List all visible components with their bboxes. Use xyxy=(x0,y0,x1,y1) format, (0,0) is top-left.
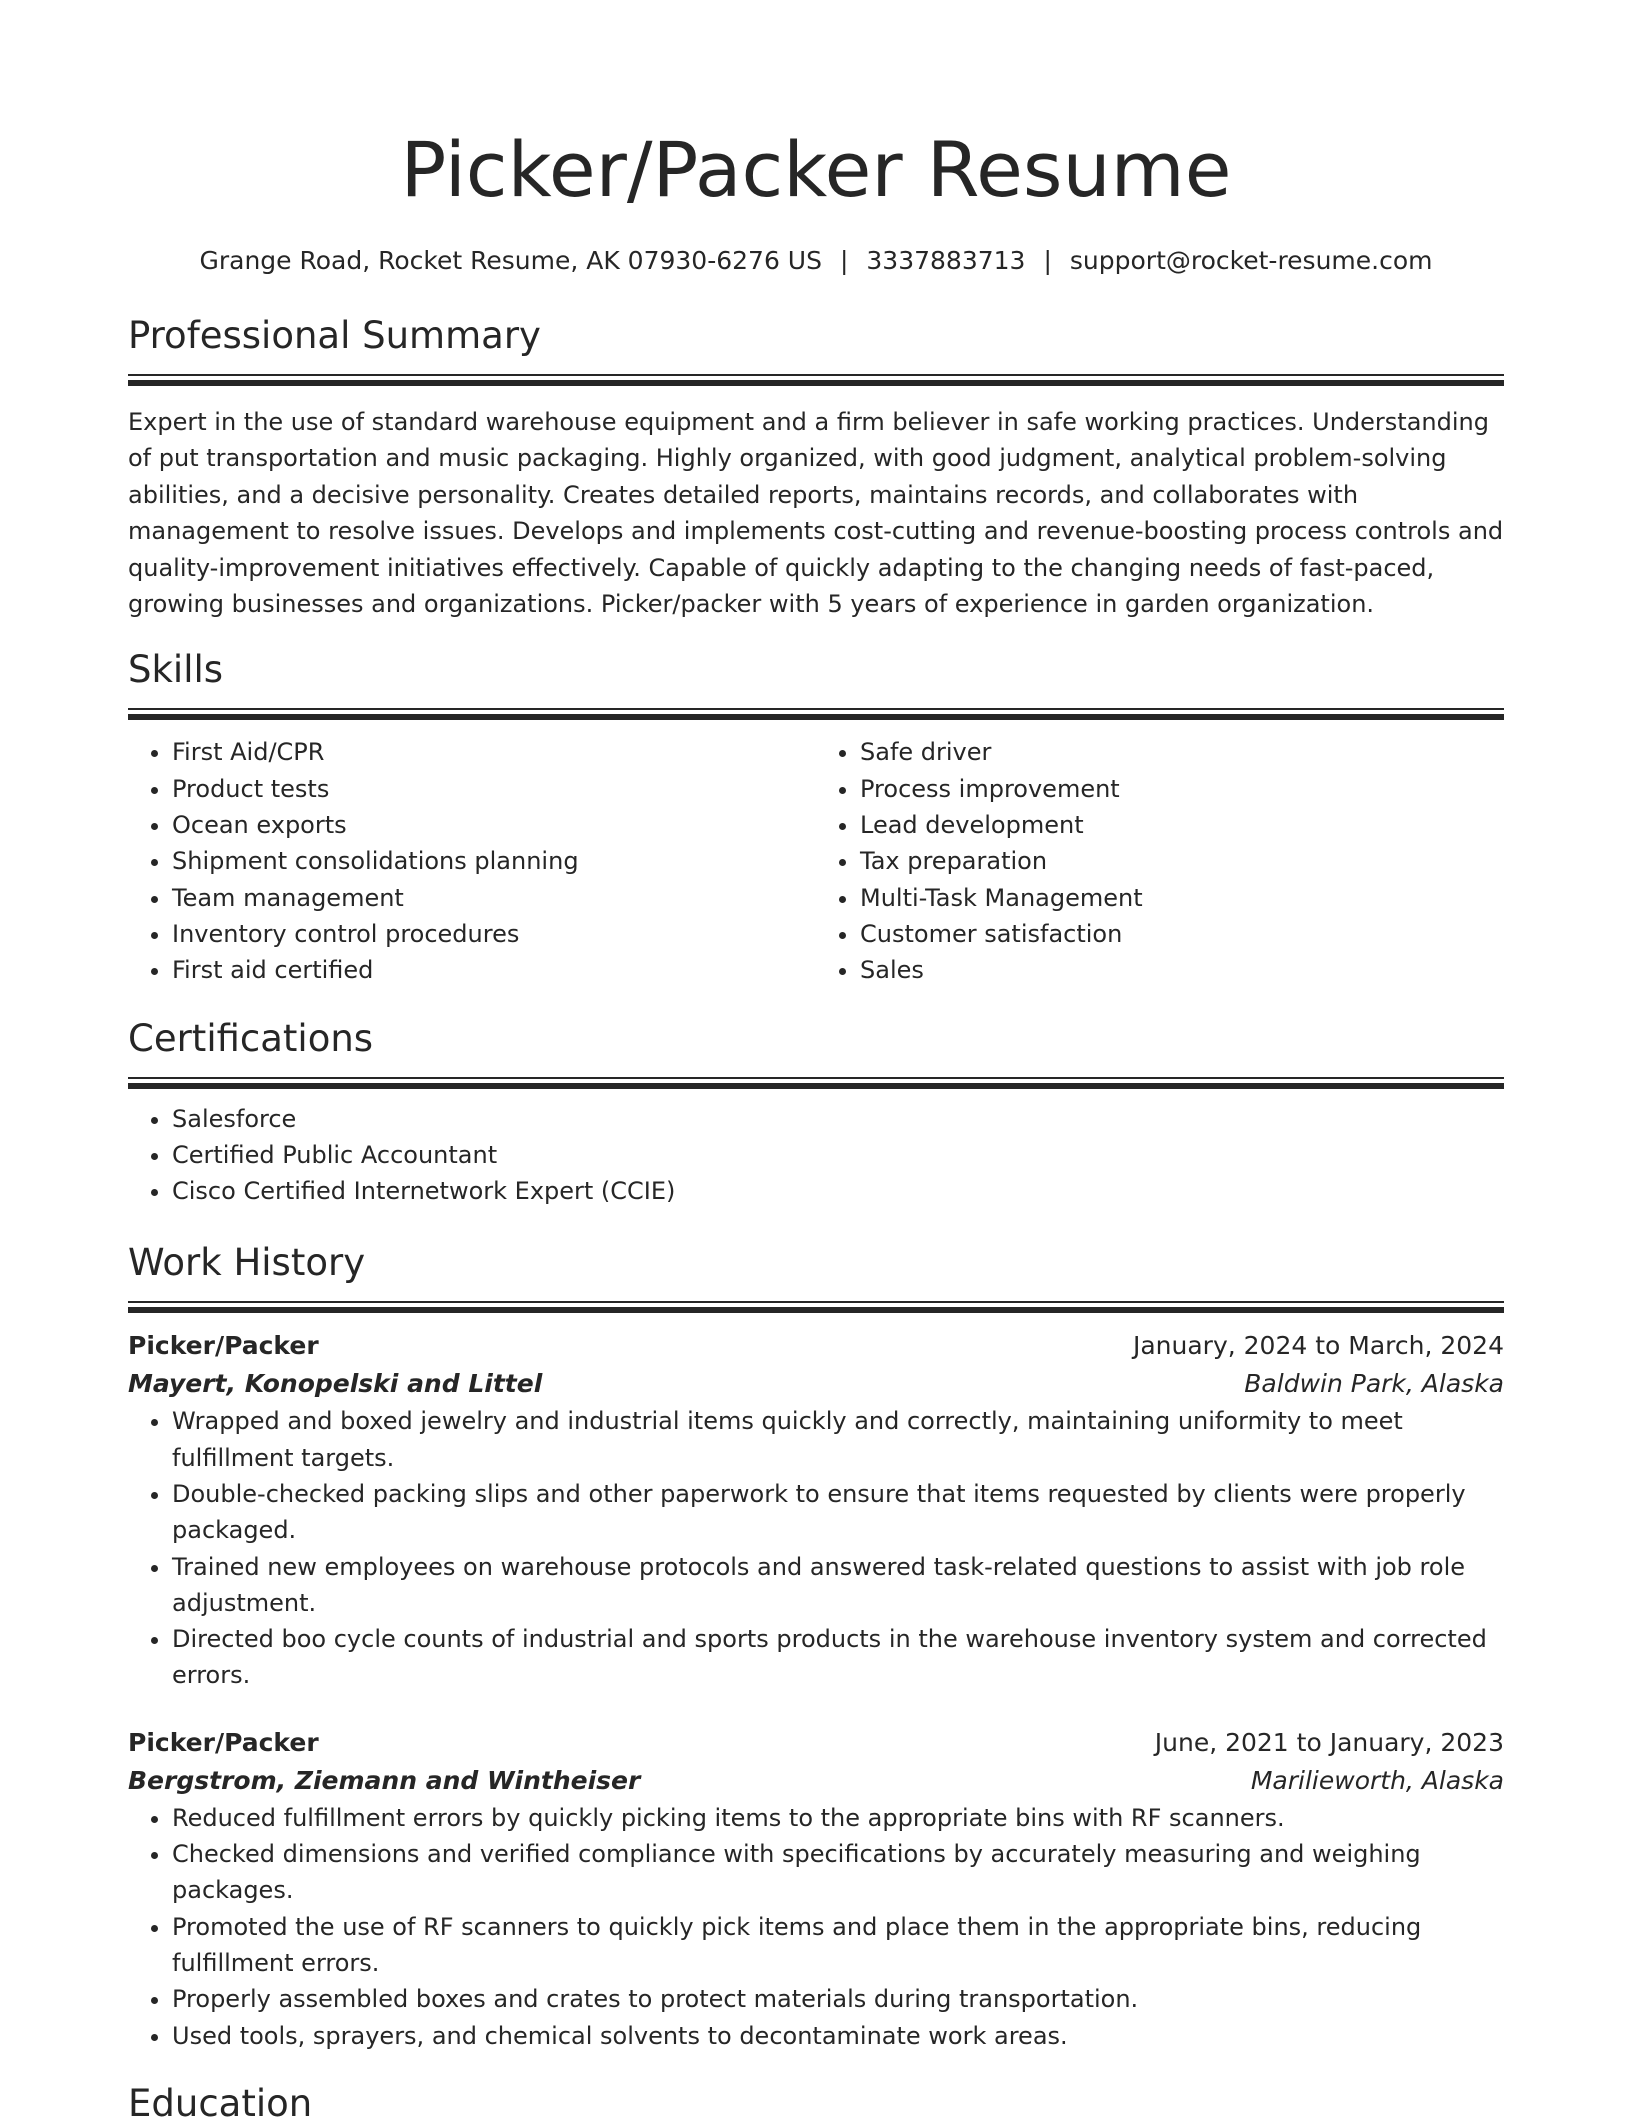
job-title: Picker/Packer xyxy=(128,1727,319,1757)
skill-item: • Product tests xyxy=(172,771,816,807)
job-subheader xyxy=(128,1762,1504,1800)
skill-item: • Safe driver xyxy=(860,734,1504,770)
contact-address: Grange Road, Rocket Resume, AK 07930-6276 US xyxy=(199,246,822,275)
resume-page xyxy=(128,0,1504,2128)
skill-item: • Inventory control procedures xyxy=(172,916,816,952)
contact-separator: | xyxy=(1043,246,1052,275)
skill-item: • Sales xyxy=(860,952,1504,988)
skill-item: • Lead development xyxy=(860,807,1504,843)
job-duty-item: • Checked dimensions and verified compliance with specifications by accurately measuring and weighing packages. xyxy=(172,1836,1504,1909)
job-dates: June, 2021 to January, 2023 xyxy=(1154,1727,1504,1757)
contact-line xyxy=(128,244,1504,278)
job-duty-item: • Used tools, sprayers, and chemical solvents to decontaminate work areas. xyxy=(172,2018,1504,2054)
job-duties-list xyxy=(128,1403,1504,1693)
job-duty-item: • Reduced fulfillment errors by quickly picking items to the appropriate bins with RF scanners. xyxy=(172,1800,1504,1836)
skill-item: • Customer satisfaction xyxy=(860,916,1504,952)
job-header xyxy=(128,1327,1504,1365)
skill-item: • First aid certified xyxy=(172,952,816,988)
education-heading: Education xyxy=(128,2081,313,2125)
contact-phone: 3337883713 xyxy=(866,246,1026,275)
skill-item: • Multi-Task Management xyxy=(860,880,1504,916)
skill-item: • Ocean exports xyxy=(172,807,816,843)
job-entry xyxy=(128,1724,1504,2054)
job-title: Picker/Packer xyxy=(128,1331,319,1361)
skill-item: • Tax preparation xyxy=(860,843,1504,879)
certification-item: • Cisco Certified Internetwork Expert (CCIE) xyxy=(172,1173,1504,1209)
skills-list-right xyxy=(816,734,1504,988)
section-divider xyxy=(128,704,1504,720)
certifications-list xyxy=(128,1101,1504,1210)
skills-heading: Skills xyxy=(128,648,224,692)
skill-item: • First Aid/CPR xyxy=(172,734,816,770)
job-location: Marilieworth, Alaska xyxy=(1250,1765,1504,1795)
job-subheader xyxy=(128,1365,1504,1403)
section-divider xyxy=(128,370,1504,386)
skills-section xyxy=(128,646,1504,988)
job-location: Baldwin Park, Alaska xyxy=(1244,1369,1504,1399)
resume-title: Picker/Packer Resume xyxy=(400,125,1232,214)
job-entry xyxy=(128,1327,1504,1693)
skills-grid xyxy=(128,734,1504,988)
job-company: Bergstrom, Ziemann and Wintheiser xyxy=(128,1765,641,1795)
skill-item: • Process improvement xyxy=(860,771,1504,807)
contact-email: support@rocket-resume.com xyxy=(1069,246,1433,275)
skills-list-left xyxy=(128,734,816,988)
section-divider xyxy=(128,1297,1504,1313)
certification-item: • Salesforce xyxy=(172,1101,1504,1137)
job-duty-item: • Directed boo cycle counts of industrial and sports products in the warehouse inventory system and corrected errors. xyxy=(172,1621,1504,1694)
job-dates: January, 2024 to March, 2024 xyxy=(1132,1331,1504,1361)
job-company: Mayert, Konopelski and Littel xyxy=(128,1369,543,1399)
certification-item: • Certified Public Accountant xyxy=(172,1137,1504,1173)
summary-section xyxy=(128,312,1504,622)
education-section xyxy=(128,2080,1504,2128)
contact-separator: | xyxy=(839,246,849,275)
job-duty-item: • Wrapped and boxed jewelry and industrial items quickly and correctly, maintaining uniformity to meet fulfillment targets. xyxy=(172,1403,1504,1476)
job-duty-item: • Promoted the use of RF scanners to quickly pick items and place them in the appropriate bins, reducing fulfillment errors. xyxy=(172,1909,1504,1982)
job-duties-list xyxy=(128,1800,1504,2054)
skill-item: • Team management xyxy=(172,880,816,916)
job-header xyxy=(128,1724,1504,1762)
job-duty-item: • Trained new employees on warehouse protocols and answered task-related questions to assist with job role adjustment. xyxy=(172,1549,1504,1622)
job-duty-item: • Double-checked packing slips and other paperwork to ensure that items requested by clients were properly packaged. xyxy=(172,1476,1504,1549)
section-divider xyxy=(128,1073,1504,1089)
summary-text: Expert in the use of standard warehouse equipment and a firm believer in safe working practices. Understanding of put transportation and music packaging. Highly organized, with good judgment, analytical problem-solving abilities, and a decisive personality. Creates detailed reports, maintains records, and collaborates with management to resolve issues. Develops and implements cost-cutting and revenue-boosting process controls and quality-improvement initiatives effectively. Capable of quickly adapting to the changing needs of fast-paced, growing businesses and organizations. Picker/packer with 5 years of experience in garden organization. xyxy=(128,408,1504,619)
work-history-heading: Work History xyxy=(128,1241,366,1285)
skill-item: • Shipment consolidations planning xyxy=(172,843,816,879)
work-history-section xyxy=(128,1239,1504,2053)
certifications-section xyxy=(128,1015,1504,1210)
summary-heading: Professional Summary xyxy=(128,314,541,357)
job-duty-item: • Properly assembled boxes and crates to protect materials during transportation. xyxy=(172,1981,1504,2017)
certifications-heading: Certifications xyxy=(128,1016,374,1060)
